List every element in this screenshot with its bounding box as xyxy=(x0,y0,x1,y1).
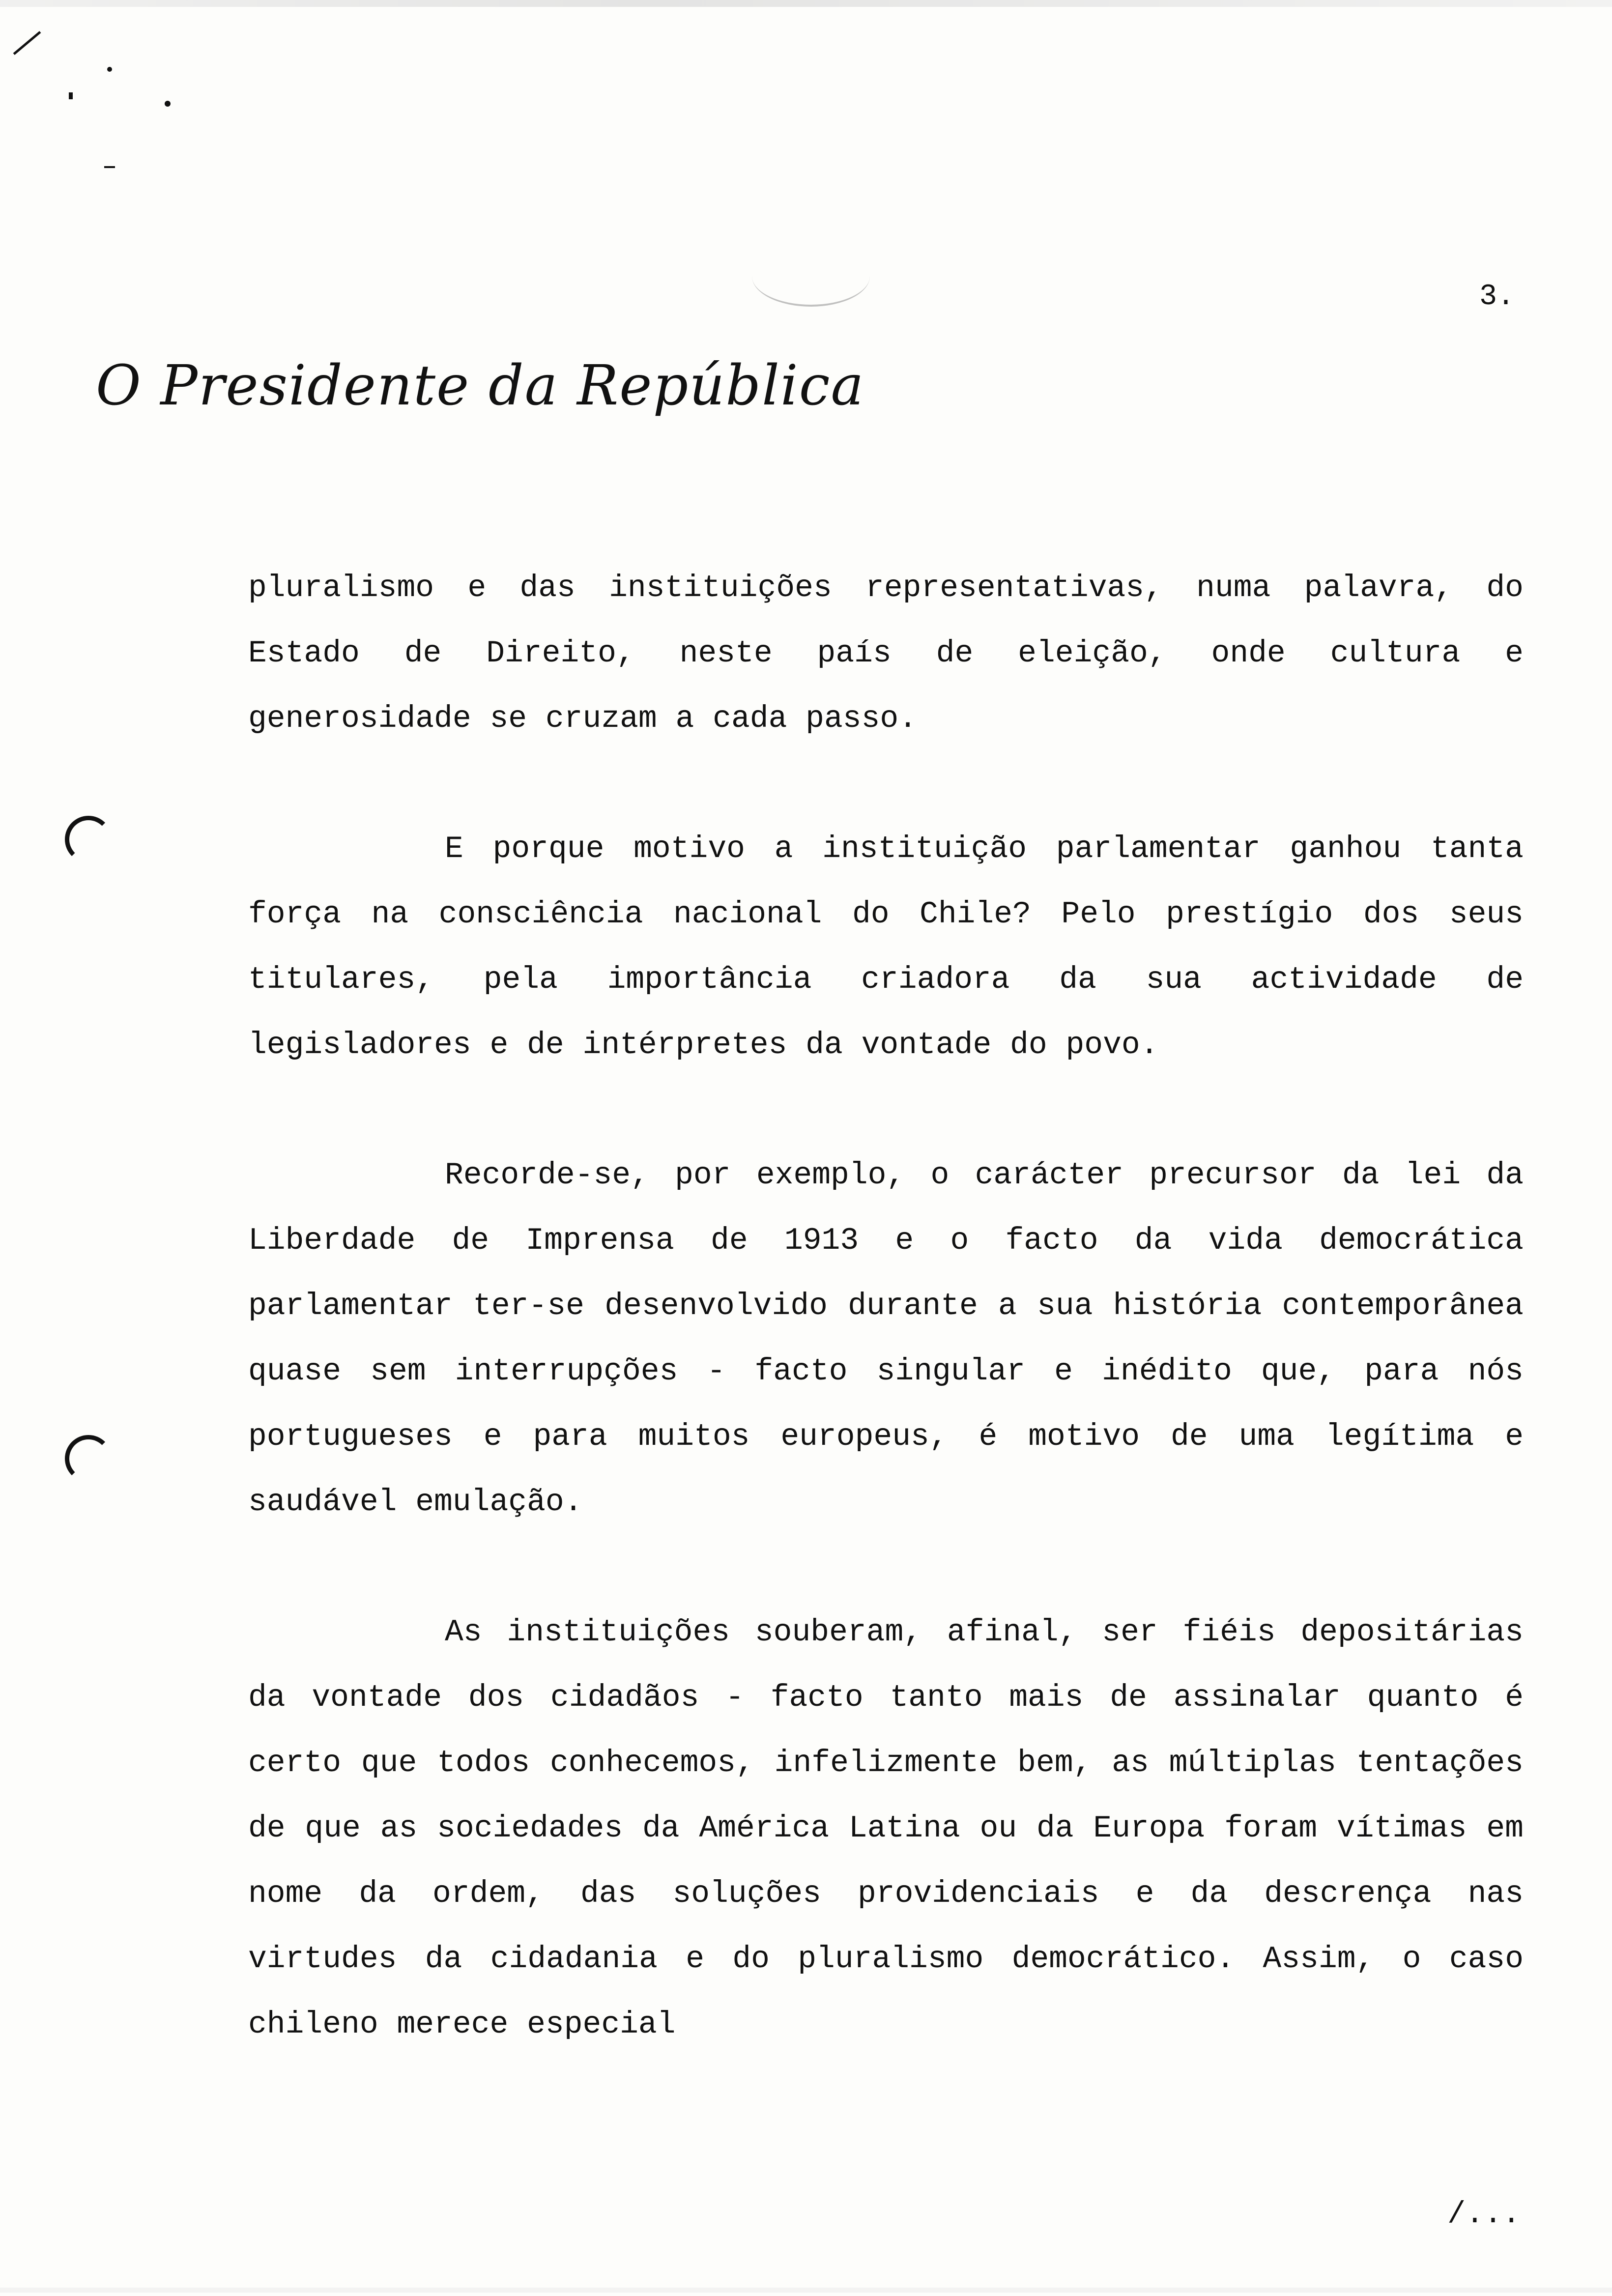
punch-hole xyxy=(65,816,112,863)
scan-mark xyxy=(104,166,115,168)
letterhead: O Presidente da República xyxy=(96,354,865,418)
scan-top-edge xyxy=(0,0,1612,7)
paragraph: As instituições souberam, afinal, ser fiéis depositárias da vontade dos cidadãos - facto tanto mais de assinalar quanto é certo que todos conhecemos, infelizmente bem, as múltiplas tentações de que as sociedades da América Latina ou da Europa foram vítimas em nome da ordem, das soluções providenciais e da descrença nas virtudes da cidadania e do pluralismo democrático. Assim, o caso chileno merece especial xyxy=(248,1615,1524,2042)
paragraph: pluralismo e das instituições representativas, numa palavra, do Estado de Direito, neste país de eleição, onde cultura e generosidade se cruzam a cada passo. xyxy=(248,571,1524,736)
continuation-mark: /... xyxy=(1447,2197,1521,2232)
faint-stamp xyxy=(752,246,870,307)
body-text xyxy=(248,555,1524,2122)
scan-bottom-edge xyxy=(0,2288,1612,2293)
scan-mark xyxy=(69,92,73,99)
punch-hole xyxy=(65,1435,112,1482)
paragraph: E porque motivo a instituição parlamentar ganhou tanta força na consciência nacional do Chile? Pelo prestígio dos seus titulares, pela importância criadora da sua actividade de legisladores e de intérpretes da vontade do povo. xyxy=(248,832,1524,1062)
scan-mark xyxy=(165,101,171,107)
page-number: 3. xyxy=(1479,280,1515,314)
scan-mark xyxy=(107,67,112,72)
scan-mark xyxy=(13,31,41,55)
paragraph: Recorde-se, por exemplo, o carácter precursor da lei da Liberdade de Imprensa de 1913 e o facto da vida democrática parlamentar ter-se desenvolvido durante a sua história contemporânea quase sem interrupções - facto singular e inédito que, para nós portugueses e para muitos europeus, é motivo de uma legítima e saudável emulação. xyxy=(248,1158,1524,1520)
